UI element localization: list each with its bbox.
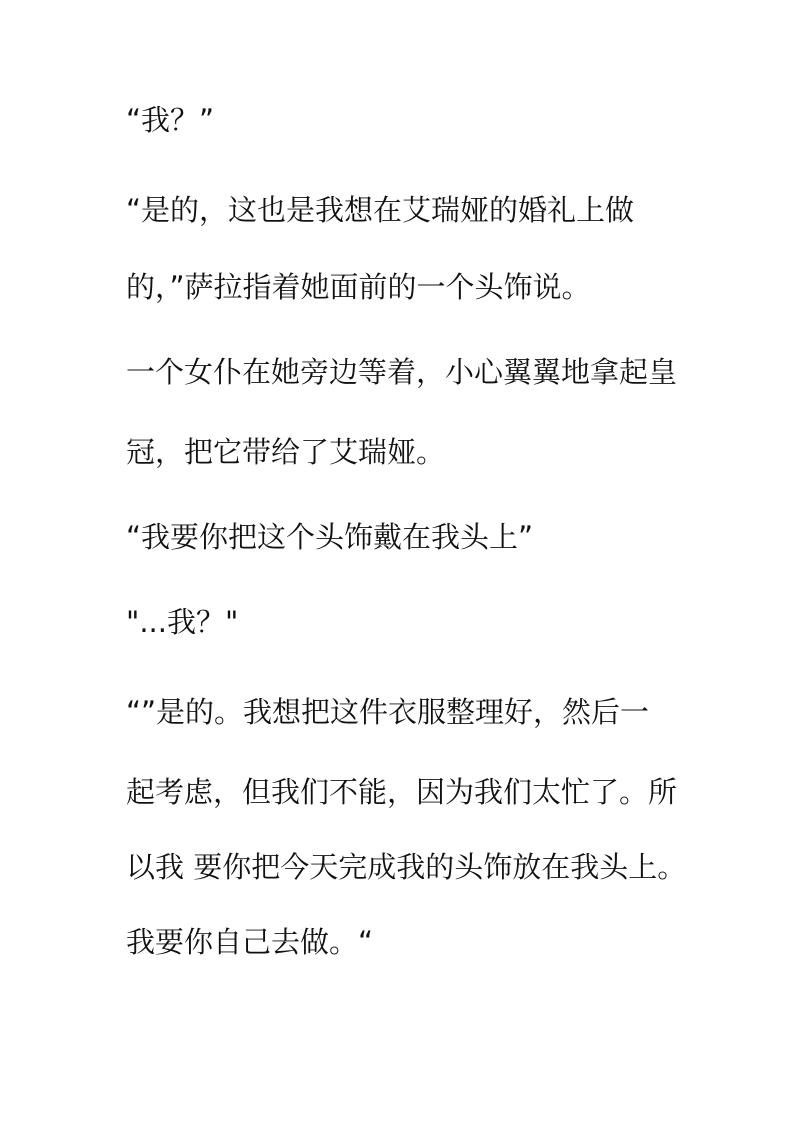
text-line: 我要你自己去做。“ — [126, 925, 374, 959]
text-line: 起考虑，但我们不能，因为我们太忙了。所 — [126, 775, 678, 809]
text-line: "...我？" — [126, 605, 239, 639]
text-line: “是的，这也是我想在艾瑞娅的婚礼上做 — [126, 193, 635, 227]
text-line: “”是的。我想把这件衣服整理好，然后一 — [126, 695, 650, 729]
text-line: “我？” — [126, 103, 215, 137]
text-line: “我要你把这个头饰戴在我头上” — [126, 520, 534, 554]
text-line: 一个女仆在她旁边等着，小心翼翼地拿起皇 — [126, 355, 678, 389]
text-line: 以我 要你把今天完成我的头饰放在我头上。 — [126, 850, 687, 884]
text-line: 冠，把它带给了艾瑞娅。 — [126, 435, 446, 469]
text-line: 的，”萨拉指着她面前的一个头饰说。 — [126, 270, 591, 304]
